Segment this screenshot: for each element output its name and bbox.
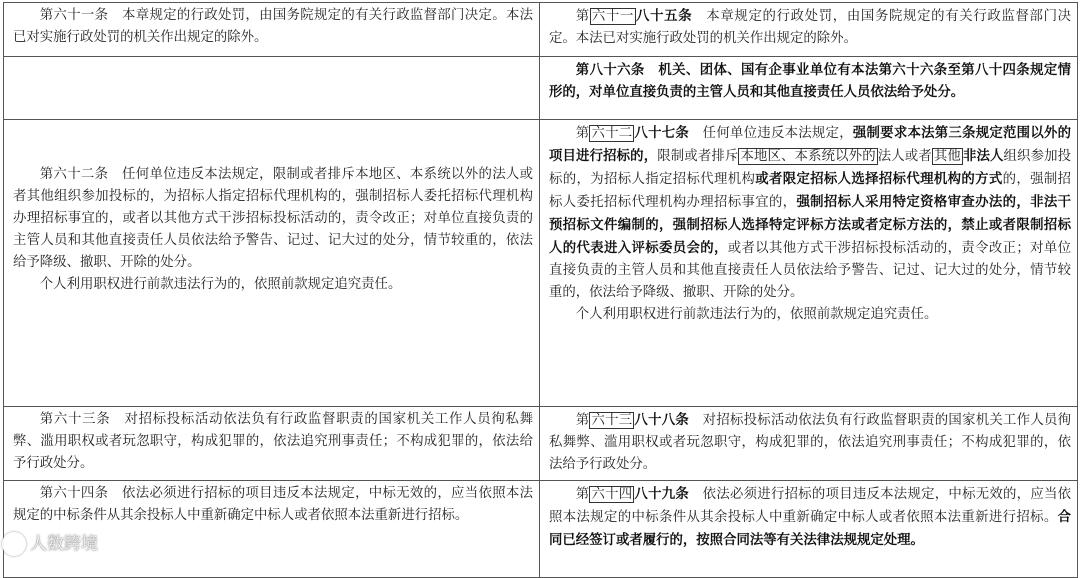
struck-old-number: 六十一 xyxy=(591,9,635,24)
new-text: 本章规定的行政处罚，由国务院规定的有关行政监督部门决定。本法已对实施行政处罚的机关作出规定的除外。 xyxy=(549,9,1072,46)
old-text-para2: 个人利用职权进行前款违法行为的，依照前款规定追究责任。 xyxy=(39,277,402,292)
old-text: 第六十二条 任何单位违反本法规定，限制或者排斥本地区、本系统以外的法人或者其他组织参加投标的，为招标人指定招标代理机构的，强制招标人委托招标代理机构办理招标事宜的，或者以其他方式干涉招标投标活动的，责令改正；对单位直接负责的主管人员和其他直接责任人员依法给予警告、记过、记大过的处分，情节较重的，依法给予降级、撤职、开除的处分。 xyxy=(13,167,533,270)
new-text: 对招标投标活动依法负有行政监督职责的国家机关工作人员徇私舞弊、滥用职权或者玩忽职守，构成犯罪的，依法追究刑事责任；不构成犯罪的，依法给予行政处分。 xyxy=(549,413,1072,472)
new-article-87: 第 六十二 八十七条 任何单位违反本法规定，强制要求本法第三条规定范围以外的项目进行招标的，限制或者排斥 本地区、本系统以外的 法人或者 其他 非法人组织参加投标的，为招标人指定招标代理机构或者限定招标人选择招标代理机构的方式的，强制招标人委托招标代理机构办理招标事宜的，强制招标人采用特定资格审查办法的，非法干预招标文件编制的，强制招标人选择特定评标方法或者定标方法的，禁止或者限制招标人的代表进入评标委员会的，或者以其他方式干涉招标投标活动的，责令改正；对单位直接负责的主管人员和其他直接责任人员依法给予警告、记过、记大过的处分，情节较重的，依法给予降级、撤职、开除的处分。 个人利用职权进行前款违法行为的，依照前款规定追究责任。 xyxy=(540,120,1078,407)
new-article-number: 八十九条 xyxy=(634,486,690,502)
struck-text: 其他 xyxy=(933,149,961,164)
new-article-86 xyxy=(540,57,1078,120)
added-text: 或者限定招标人选择招标代理机构的方式 xyxy=(755,171,1003,187)
added-text: 非法人 xyxy=(962,148,1004,164)
table-row xyxy=(4,481,1078,578)
old-text: 第六十三条 对招标投标活动依法负有行政监督职责的国家机关工作人员徇私舞弊、滥用职权或者玩忽职守，构成犯罪的，依法追究刑事责任；不构成犯罪的，依法给予行政处分。 xyxy=(13,412,533,471)
new-text: 依法必须进行招标的项目违反本法规定，中标无效的，应当依照本法规定的中标条件从其余投标人中重新确定中标人或者依照本法重新进行招标。 xyxy=(549,487,1072,525)
old-empty-cell xyxy=(4,57,540,120)
new-article-number: 八十五条 xyxy=(636,8,693,24)
watermark-logo-icon xyxy=(2,532,26,556)
table-row xyxy=(4,407,1078,481)
added-text: 合同已经签订或者履行的，按照合同法等有关法律法规规定处理。 xyxy=(549,509,1071,548)
old-article-62 xyxy=(4,120,540,407)
table-row xyxy=(4,120,1078,407)
table-row xyxy=(4,57,1078,120)
watermark xyxy=(2,529,98,553)
old-text: 第六十四条 依法必须进行招标的项目违反本法规定，中标无效的，应当依照本法规定的中标条件从其余投标人中重新确定中标人或者依照本法重新进行招标。 xyxy=(13,486,533,523)
added-text: 强制招标人采用特定资格审查办法的，非法干预招标文件编制的，强制招标人选择特定评标方法或者定标方法的，禁止或者限制招标人的代表进入评标委员会的， xyxy=(549,194,1072,256)
new-article-85: 第 六十一 八十五条 本章规定的行政处罚，由国务院规定的有关行政监督部门决定。本法已对实施行政处罚的机关作出规定的除外。 xyxy=(540,3,1078,57)
struck-text: 本地区、本系统以外的 xyxy=(740,149,876,164)
struck-old-number: 六十四 xyxy=(591,487,633,502)
new-article-number: 八十八条 xyxy=(634,412,690,428)
old-article-61 xyxy=(4,3,540,57)
old-text: 第六十一条 本章规定的行政处罚，由国务院规定的有关行政监督部门决定。本法已对实施行政处罚的机关作出规定的除外。 xyxy=(13,8,533,45)
table-row xyxy=(4,3,1078,57)
new-article-89: 第 六十四 八十九条 依法必须进行招标的项目违反本法规定，中标无效的，应当依照本法规定的中标条件从其余投标人中重新确定中标人或者依照本法重新进行招标。合同已经签订或者履行的，按照合同法等有关法律法规规定处理。 xyxy=(540,481,1078,578)
struck-old-number: 六十二 xyxy=(591,126,633,141)
new-article-88: 第 六十三 八十八条 对招标投标活动依法负有行政监督职责的国家机关工作人员徇私舞弊、滥用职权或者玩忽职守，构成犯罪的，依法追究刑事责任；不构成犯罪的，依法给予行政处分。 xyxy=(540,407,1078,481)
struck-old-number: 六十三 xyxy=(591,413,633,428)
added-text: 强制要求本法第三条规定范围以外的项目进行招标的， xyxy=(549,125,1072,164)
new-text-bold: 第八十六条 机关、团体、国有企事业单位有本法第六十六条至第八十四条规定情形的，对单位直接负责的主管人员和其他直接责任人员依法给予处分。 xyxy=(549,62,1071,100)
new-text-para2: 个人利用职权进行前款违法行为的，依照前款规定追究责任。 xyxy=(575,307,938,322)
new-article-number: 八十七条 xyxy=(634,125,690,141)
watermark-text: 人数跨境 xyxy=(30,534,98,554)
comparison-table xyxy=(3,2,1078,578)
old-article-63 xyxy=(4,407,540,481)
